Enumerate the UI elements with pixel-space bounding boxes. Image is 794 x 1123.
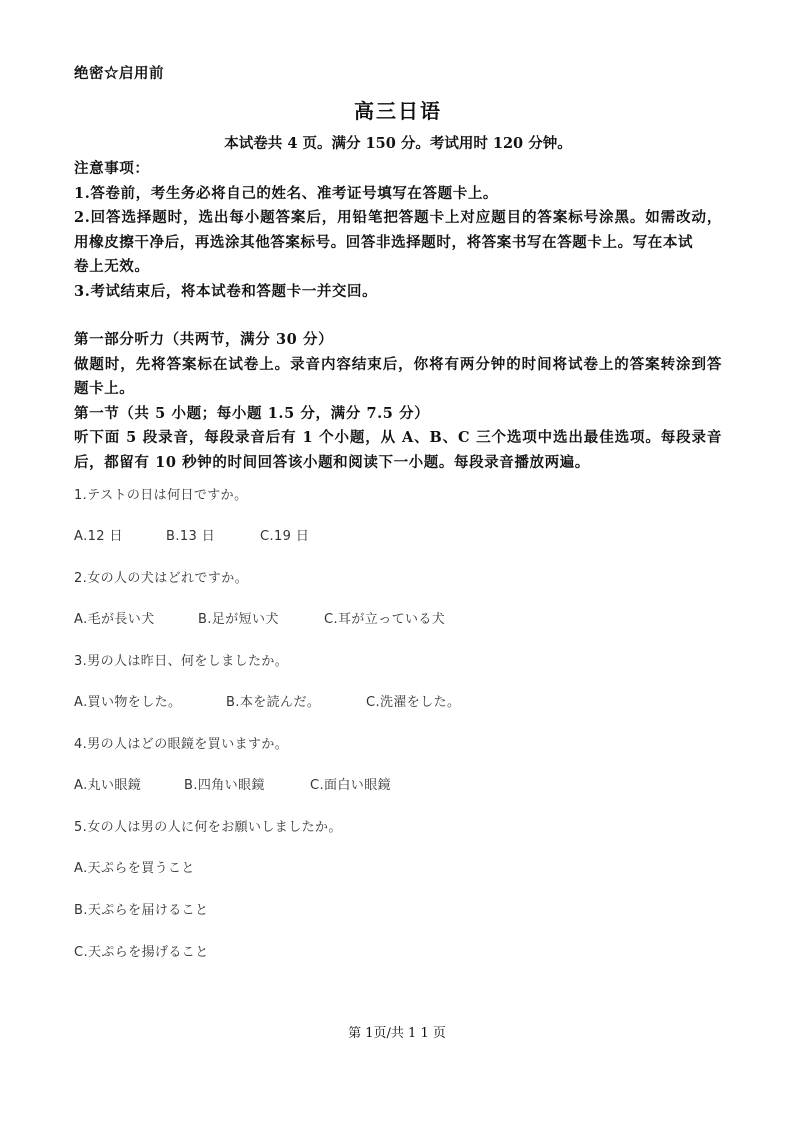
- question-1-option-c: C.19 日: [260, 529, 310, 544]
- question-5-option-c: C.天ぷらを揚げること: [74, 945, 209, 960]
- question-2-option-b: B.足が短い犬: [198, 612, 279, 627]
- question-2-options: [74, 610, 722, 630]
- question-2-option-a: A.毛が長い犬: [74, 612, 155, 627]
- question-5-stem: 5.女の人は男の人に何をお願いしましたか。: [74, 820, 342, 835]
- confidential-label: 绝密☆启用前: [74, 65, 164, 82]
- question-3-option-a: A.買い物をした。: [74, 695, 182, 710]
- question-4-options: [74, 776, 722, 796]
- question-3-options: [74, 693, 722, 713]
- section1-heading: 第一节（共 5 小题；每小题 1.5 分，满分 7.5 分）: [74, 404, 430, 422]
- page-number: 第 1页/共 1 1 页: [348, 1026, 446, 1041]
- question-5-option-b: B.天ぷらを届けること: [74, 903, 209, 918]
- exam-page: [74, 62, 722, 985]
- exam-title: 高三日语: [354, 99, 442, 123]
- section1-instruction: 听下面 5 段录音，每段录音后有 1 个小题，从 A、B、C 三个选项中选出最佳选项。每段录音后，都留有 10 秒钟的时间回答该小题和阅读下一小题。每段录音播放两遍。: [74, 429, 722, 471]
- part1-instruction: 做题时，先将答案标在试卷上。录音内容结束后，你将有两分钟的时间将试卷上的答案转涂到答题卡上。: [74, 355, 722, 397]
- question-4-option-c: C.面白い眼鏡: [310, 778, 392, 793]
- note-item-2: 2.回答选择题时，选出每小题答案后，用铅笔把答题卡上对应题目的答案标号涂黑。如需改动，用橡皮擦干净后，再选涂其他答案标号。回答非选择题时，将答案书写在答题卡上。写在本试: [74, 209, 722, 251]
- note-item-3: 3.考试结束后，将本试卷和答题卡一并交回。: [74, 282, 378, 300]
- question-1-options: [74, 527, 722, 547]
- question-3-option-b: B.本を読んだ。: [226, 695, 321, 710]
- question-1-option-a: A.12 日: [74, 529, 123, 544]
- notes-heading: 注意事项：: [74, 160, 150, 177]
- question-4-stem: 4.男の人はどの眼鏡を買いますか。: [74, 737, 289, 752]
- note-item-2-cont: 卷上无效。: [74, 258, 150, 275]
- part1-heading: 第一部分听力（共两节，满分 30 分）: [74, 331, 334, 348]
- exam-subtitle: 本试卷共 4 页。满分 150 分。考试用时 120 分钟。: [224, 135, 572, 152]
- question-3-stem: 3.男の人は昨日、何をしましたか。: [74, 654, 289, 669]
- question-4-option-b: B.四角い眼鏡: [184, 778, 265, 793]
- question-2-stem: 2.女の人の犬はどれですか。: [74, 571, 249, 586]
- question-3-option-c: C.洗濯をした。: [366, 695, 461, 710]
- question-1-option-b: B.13 日: [166, 529, 216, 544]
- question-5-option-a: A.天ぷらを買うこと: [74, 861, 195, 876]
- note-item-1: 1.答卷前，考生务必将自己的姓名、准考证号填写在答题卡上。: [74, 184, 499, 202]
- question-1-stem: 1.テストの日は何日ですか。: [74, 488, 248, 503]
- spacer: [74, 304, 722, 328]
- question-2-option-c: C.耳が立っている犬: [324, 612, 446, 627]
- question-4-option-a: A.丸い眼鏡: [74, 778, 142, 793]
